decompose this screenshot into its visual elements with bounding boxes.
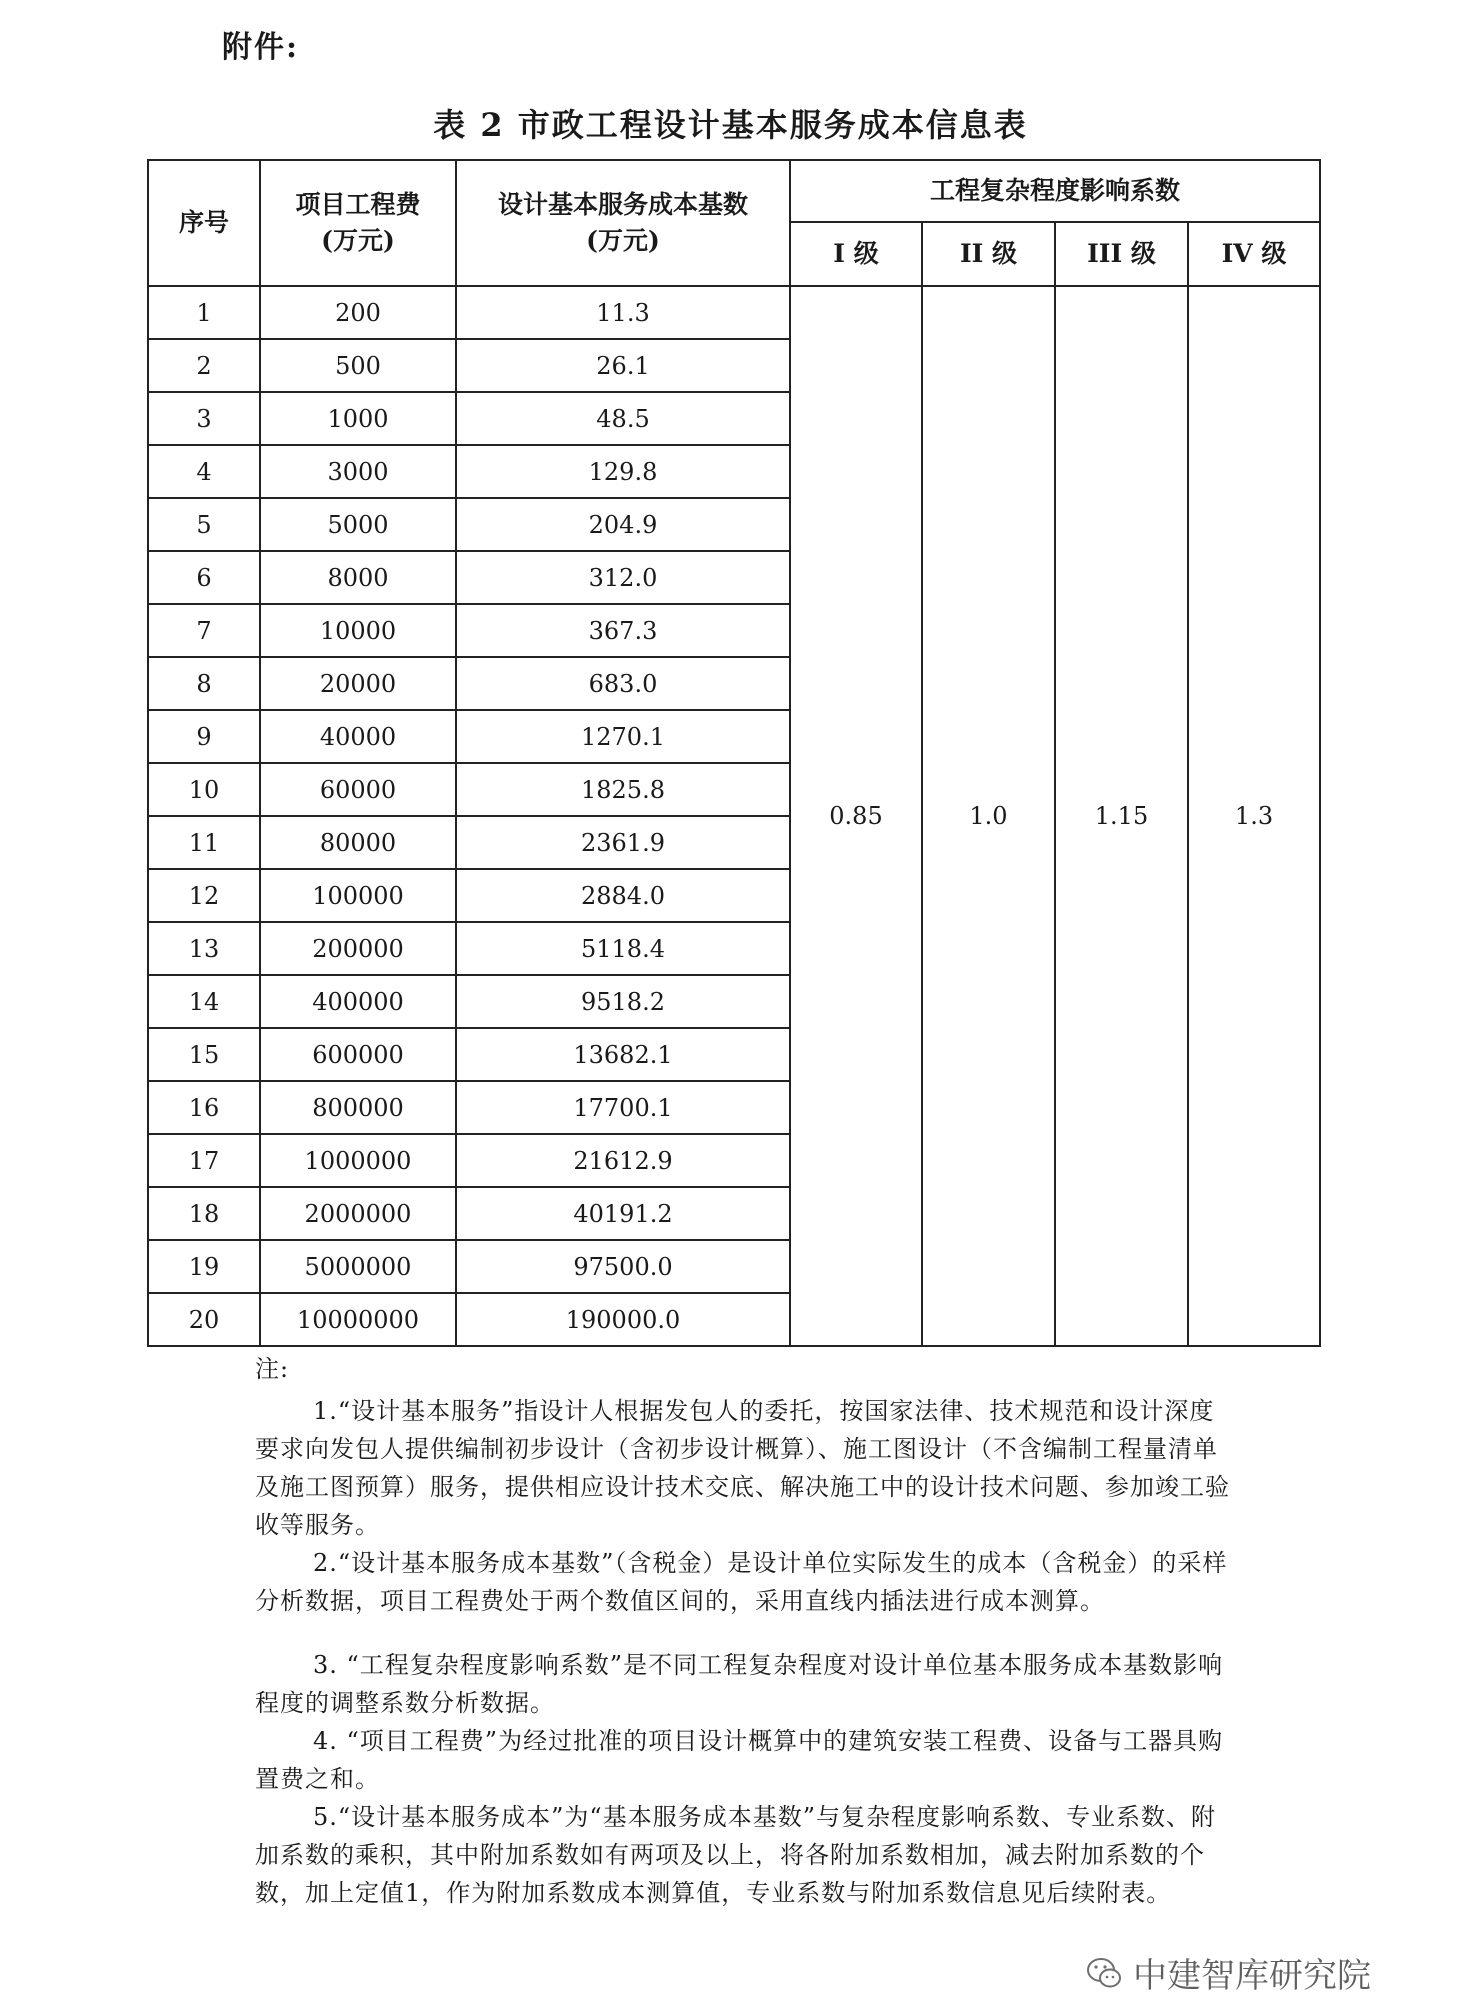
cell-seq: 18 bbox=[148, 1187, 260, 1240]
cell-base: 190000.0 bbox=[456, 1293, 790, 1346]
cell-seq: 1 bbox=[148, 286, 260, 339]
header-level-4: IV 级 bbox=[1188, 222, 1320, 286]
note-item-5: 5.“设计基本服务成本”为“基本服务成本基数”与复杂程度影响系数、专业系数、附加系数的乘积，其中附加系数如有两项及以上，将各附加系数相加，减去附加系数的个数，加上定值1，作为附加系数成本测算值，专业系数与附加系数信息见后续附表。 bbox=[255, 1803, 1216, 1907]
cell-base: 2884.0 bbox=[456, 869, 790, 922]
coef-level-1: 0.85 bbox=[790, 286, 922, 1346]
cell-base: 13682.1 bbox=[456, 1028, 790, 1081]
cell-cost: 800000 bbox=[260, 1081, 456, 1134]
cell-base: 97500.0 bbox=[456, 1240, 790, 1293]
header-complexity: 工程复杂程度影响系数 bbox=[790, 160, 1320, 222]
cell-base: 5118.4 bbox=[456, 922, 790, 975]
note-item-3: 3. “工程复杂程度影响系数”是不同工程复杂程度对设计单位基本服务成本基数影响程度的调整系数分析数据。 bbox=[255, 1651, 1224, 1717]
cell-cost: 20000 bbox=[260, 657, 456, 710]
cell-cost: 10000 bbox=[260, 604, 456, 657]
header-base-cost: 设计基本服务成本基数 (万元) bbox=[456, 160, 790, 286]
cell-cost: 200000 bbox=[260, 922, 456, 975]
cell-cost: 80000 bbox=[260, 816, 456, 869]
cell-seq: 9 bbox=[148, 710, 260, 763]
cell-cost: 1000000 bbox=[260, 1134, 456, 1187]
header-seq: 序号 bbox=[148, 160, 260, 286]
note-item-1: 1.“设计基本服务”指设计人根据发包人的委托，按国家法律、技术规范和设计深度要求向发包人提供编制初步设计（含初步设计概算）、施工图设计（不含编制工程量清单及施工图预算）服务，提供相应设计技术交底、解决施工中的设计技术问题、参加竣工验收等服务。 bbox=[255, 1397, 1230, 1539]
cell-seq: 20 bbox=[148, 1293, 260, 1346]
coef-level-4: 1.3 bbox=[1188, 286, 1320, 1346]
cell-base: 683.0 bbox=[456, 657, 790, 710]
cell-cost: 2000000 bbox=[260, 1187, 456, 1240]
cell-seq: 19 bbox=[148, 1240, 260, 1293]
cost-info-table bbox=[147, 159, 1321, 1347]
cell-seq: 11 bbox=[148, 816, 260, 869]
watermark bbox=[1085, 1948, 1371, 1997]
table-title: 表 2 市政工程设计基本服务成本信息表 bbox=[433, 106, 1028, 144]
cell-base: 129.8 bbox=[456, 445, 790, 498]
cell-base: 26.1 bbox=[456, 339, 790, 392]
cell-base: 9518.2 bbox=[456, 975, 790, 1028]
cell-base: 11.3 bbox=[456, 286, 790, 339]
cell-base: 17700.1 bbox=[456, 1081, 790, 1134]
cell-cost: 8000 bbox=[260, 551, 456, 604]
cell-cost: 200 bbox=[260, 286, 456, 339]
cell-cost: 3000 bbox=[260, 445, 456, 498]
cell-base: 367.3 bbox=[456, 604, 790, 657]
cell-seq: 16 bbox=[148, 1081, 260, 1134]
header-level-1: I 级 bbox=[790, 222, 922, 286]
coef-level-3: 1.15 bbox=[1055, 286, 1188, 1346]
cell-base: 204.9 bbox=[456, 498, 790, 551]
cell-seq: 14 bbox=[148, 975, 260, 1028]
cell-cost: 400000 bbox=[260, 975, 456, 1028]
table-row bbox=[148, 286, 1320, 339]
cell-seq: 17 bbox=[148, 1134, 260, 1187]
coef-level-2: 1.0 bbox=[922, 286, 1055, 1346]
cell-cost: 10000000 bbox=[260, 1293, 456, 1346]
watermark-text: 中建智库研究院 bbox=[1133, 1956, 1371, 1996]
cell-seq: 8 bbox=[148, 657, 260, 710]
cell-base: 2361.9 bbox=[456, 816, 790, 869]
cell-seq: 4 bbox=[148, 445, 260, 498]
header-level-2: II 级 bbox=[922, 222, 1055, 286]
cell-seq: 2 bbox=[148, 339, 260, 392]
cell-seq: 7 bbox=[148, 604, 260, 657]
note-item-4: 4. “项目工程费”为经过批准的项目设计概算中的建筑安装工程费、设备与工器具购置费之和。 bbox=[255, 1727, 1224, 1793]
cell-seq: 12 bbox=[148, 869, 260, 922]
cell-cost: 600000 bbox=[260, 1028, 456, 1081]
cell-base: 1270.1 bbox=[456, 710, 790, 763]
header-project-cost: 项目工程费 (万元) bbox=[260, 160, 456, 286]
cell-base: 21612.9 bbox=[456, 1134, 790, 1187]
notes-section bbox=[255, 1350, 1235, 1912]
cell-seq: 13 bbox=[148, 922, 260, 975]
cell-cost: 100000 bbox=[260, 869, 456, 922]
cell-seq: 3 bbox=[148, 392, 260, 445]
header-level-3: III 级 bbox=[1055, 222, 1188, 286]
cell-cost: 500 bbox=[260, 339, 456, 392]
wechat-icon bbox=[1085, 1953, 1125, 1993]
note-item-2: 2.“设计基本服务成本基数”（含税金）是设计单位实际发生的成本（含税金）的采样分析数据，项目工程费处于两个数值区间的，采用直线内插法进行成本测算。 bbox=[255, 1549, 1228, 1615]
cell-cost: 40000 bbox=[260, 710, 456, 763]
cell-cost: 5000 bbox=[260, 498, 456, 551]
cell-cost: 1000 bbox=[260, 392, 456, 445]
cell-base: 48.5 bbox=[456, 392, 790, 445]
cell-cost: 60000 bbox=[260, 763, 456, 816]
cell-base: 40191.2 bbox=[456, 1187, 790, 1240]
cell-seq: 5 bbox=[148, 498, 260, 551]
cell-seq: 10 bbox=[148, 763, 260, 816]
cell-seq: 15 bbox=[148, 1028, 260, 1081]
table-body bbox=[148, 286, 1320, 1346]
cell-base: 312.0 bbox=[456, 551, 790, 604]
attachment-label: 附件: bbox=[222, 30, 300, 65]
cell-cost: 5000000 bbox=[260, 1240, 456, 1293]
cell-base: 1825.8 bbox=[456, 763, 790, 816]
notes-heading: 注: bbox=[255, 1355, 290, 1383]
cell-seq: 6 bbox=[148, 551, 260, 604]
